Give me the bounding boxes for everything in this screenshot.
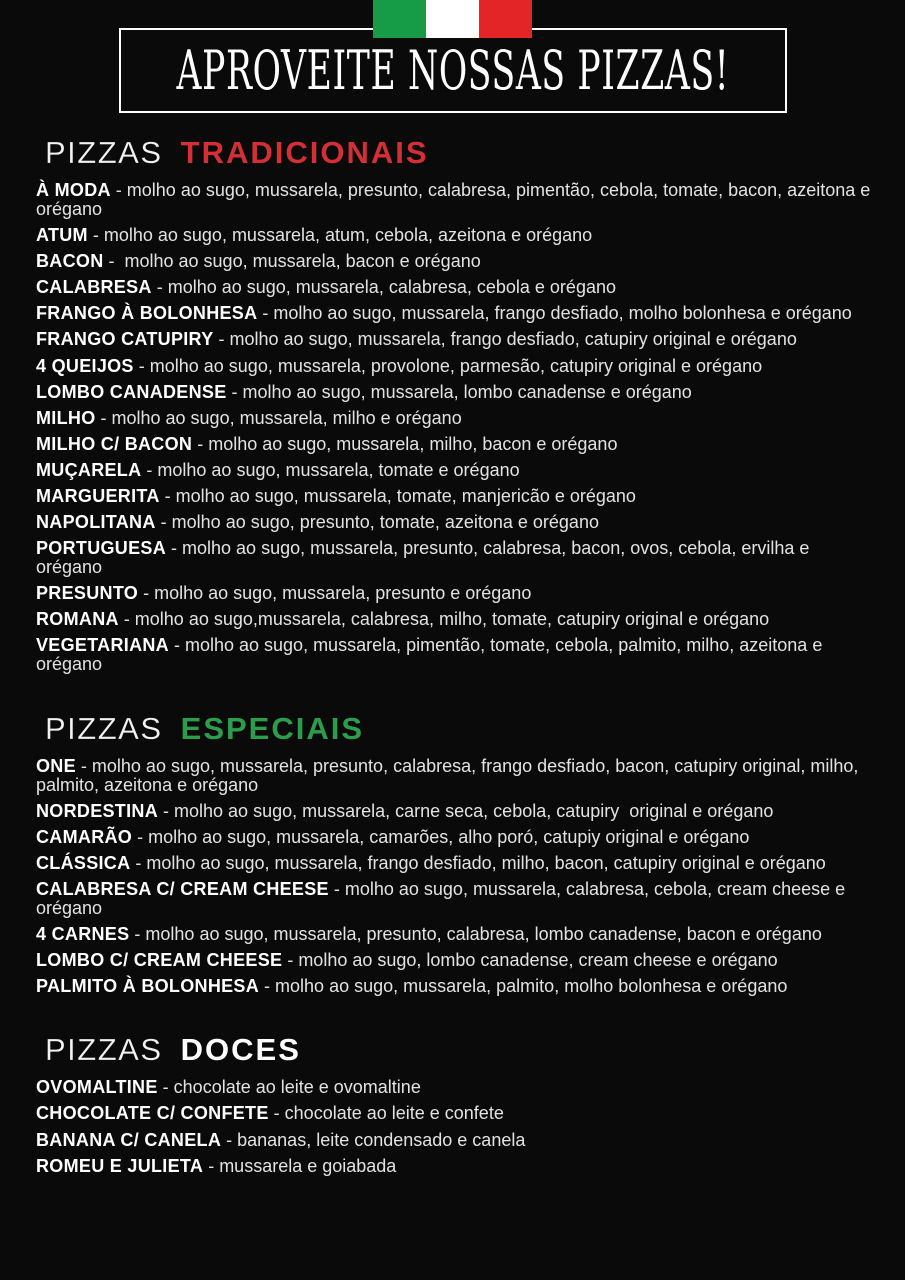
item-separator: - <box>110 180 127 200</box>
item-list-doces <box>36 1078 872 1175</box>
menu-item-palmito-a-bolonhesa <box>36 977 872 996</box>
item-name: MILHO <box>36 407 96 428</box>
item-name: PORTUGUESA <box>36 538 167 559</box>
item-separator: - <box>328 878 345 899</box>
item-list-tradicionais <box>36 180 876 675</box>
menu-item-a-moda <box>36 180 876 220</box>
page-title: APROVEITE NOSSAS PIZZAS! <box>176 39 729 102</box>
item-name: CALABRESA <box>36 277 152 298</box>
item-separator: - <box>130 852 147 873</box>
item-description: molho ao sugo, mussarela, presunto, calabresa, bacon, ovos, cebola, ervilha e orégano <box>36 538 815 578</box>
section-tradicionais <box>36 135 876 675</box>
item-name: FRANGO À BOLONHESA <box>36 303 258 324</box>
item-name: FRANGO CATUPIRY <box>36 329 214 350</box>
item-description: molho ao sugo, mussarela, lombo canadense e orégano <box>242 381 692 402</box>
item-description: molho ao sugo, mussarela, carne seca, cebola, catupiry original e orégano <box>174 800 774 821</box>
section-title-tradicionais <box>45 135 872 171</box>
item-name: LOMBO CANADENSE <box>36 381 227 402</box>
item-separator: - <box>132 826 149 847</box>
menu-item-romeu-e-julieta <box>36 1157 872 1176</box>
item-description: molho ao sugo, mussarela, palmito, molho bolonhesa e orégano <box>275 976 788 997</box>
menu-item-lombo-c-cream-cheese <box>36 951 872 970</box>
item-name: ROMANA <box>36 609 119 630</box>
item-description: molho ao sugo, mussarela, frango desfiado, catupiry original e orégano <box>229 329 797 350</box>
item-separator: - <box>118 609 135 630</box>
section-title-doces <box>45 1032 872 1068</box>
menu-item-one <box>36 757 872 795</box>
item-description: chocolate ao leite e ovomaltine <box>173 1077 421 1098</box>
item-name: OVOMALTINE <box>36 1077 158 1098</box>
item-description: molho ao sugo,mussarela, calabresa, milho, tomate, catupiry original e orégano <box>134 609 770 630</box>
item-separator: - <box>226 381 243 402</box>
flag-stripe-green <box>373 0 426 38</box>
menu-item-lombo-canadense <box>36 383 872 402</box>
flag-stripe-white <box>426 0 479 38</box>
item-description: bananas, leite condensado e canela <box>237 1129 526 1150</box>
item-separator: - <box>221 1129 238 1150</box>
item-name: 4 CARNES <box>36 924 130 945</box>
item-name: CHOCOLATE C/ CONFETE <box>36 1103 269 1124</box>
menu-item-romana <box>36 610 872 629</box>
item-description: molho ao sugo, mussarela, presunto, calabresa, lombo canadense, bacon e orégano <box>145 924 822 945</box>
menu-item-milho <box>36 409 872 428</box>
item-separator: - <box>141 459 158 480</box>
menu-item-atum <box>36 226 872 245</box>
menu-item-calabresa-c-cream-cheese <box>36 880 872 918</box>
item-separator: - <box>166 538 183 559</box>
item-separator: - <box>259 976 276 997</box>
menu-item-vegetariana <box>36 636 872 674</box>
item-separator: - <box>168 635 185 656</box>
item-separator: - <box>159 485 176 506</box>
item-description: molho ao sugo, mussarela, milho, bacon e orégano <box>208 433 618 454</box>
item-name: NAPOLITANA <box>36 512 156 533</box>
item-description: molho ao sugo, mussarela, presunto, calabresa, pimentão, cebola, tomate, bacon, azeitona e orégano <box>36 180 876 220</box>
item-description: molho ao sugo, mussarela, pimentão, tomate, cebola, palmito, milho, azeitona e orégano <box>36 635 828 675</box>
item-name: CAMARÃO <box>36 826 133 847</box>
item-separator: - <box>95 407 112 428</box>
item-name: À MODA <box>36 180 111 200</box>
item-description: molho ao sugo, mussarela, frango desfiado, molho bolonhesa e orégano <box>273 303 852 324</box>
flag-stripe-red <box>479 0 532 38</box>
menu-item-milho-c-bacon <box>36 435 872 454</box>
item-description: molho ao sugo, mussarela, atum, cebola, azeitona e orégano <box>103 225 593 246</box>
menu-item-4-queijos <box>36 357 872 376</box>
menu-item-banana-c-canela <box>36 1131 872 1150</box>
section-title-accent: DOCES <box>180 1032 301 1068</box>
item-separator: - <box>138 583 155 604</box>
section-title-accent: TRADICIONAIS <box>180 135 429 170</box>
item-name: PALMITO À BOLONHESA <box>36 976 260 997</box>
item-separator: - <box>268 1103 285 1124</box>
item-name: 4 QUEIJOS <box>36 355 134 376</box>
item-description: molho ao sugo, mussarela, calabresa, cebola e orégano <box>167 277 616 298</box>
item-description: molho ao sugo, mussarela, presunto e orégano <box>154 583 532 604</box>
item-separator: - <box>257 303 274 324</box>
menu-item-chocolate-c-confete <box>36 1104 872 1123</box>
title-box <box>119 28 787 113</box>
item-name: CLÁSSICA <box>36 852 131 873</box>
item-separator: - <box>87 225 104 246</box>
item-name: BANANA C/ CANELA <box>36 1129 222 1150</box>
item-separator: - <box>133 355 150 376</box>
menu-item-classica <box>36 854 872 873</box>
item-name: NORDESTINA <box>36 800 159 821</box>
item-separator: - <box>203 1155 220 1176</box>
item-name: LOMBO C/ CREAM CHEESE <box>36 950 283 971</box>
menu-item-marguerita <box>36 487 872 506</box>
item-separator: - <box>213 329 230 350</box>
item-separator: - <box>129 924 146 945</box>
menu-item-calabresa <box>36 278 872 297</box>
item-name: BACON <box>36 251 104 272</box>
item-description: molho ao sugo, mussarela, frango desfiado, milho, bacon, catupiry original e orégano <box>146 852 826 873</box>
menu-item-portuguesa <box>36 539 872 577</box>
item-separator: - <box>192 433 209 454</box>
section-doces <box>36 1032 872 1175</box>
item-name: CALABRESA C/ CREAM CHEESE <box>36 878 329 899</box>
item-list-especiais <box>36 757 872 997</box>
menu-body <box>0 135 905 1176</box>
item-description: molho ao sugo, mussarela, bacon e orégano <box>124 251 481 272</box>
item-separator: - <box>103 251 125 272</box>
item-description: molho ao sugo, mussarela, milho e orégano <box>111 407 462 428</box>
item-separator: - <box>151 277 168 298</box>
item-separator: - <box>282 950 299 971</box>
menu-item-ovomaltine <box>36 1078 872 1097</box>
item-separator: - <box>157 1077 174 1098</box>
item-description: mussarela e goiabada <box>219 1155 397 1176</box>
section-title-especiais <box>45 711 872 747</box>
section-title-prefix: PIZZAS <box>45 710 163 746</box>
item-name: PRESUNTO <box>36 583 139 604</box>
item-name: VEGETARIANA <box>36 635 169 656</box>
menu-item-nordestina <box>36 802 872 821</box>
item-description: molho ao sugo, mussarela, presunto, calabresa, frango desfiado, bacon, catupiry original, milho, palmito, azeitona e orégano <box>36 755 864 795</box>
item-name: MILHO C/ BACON <box>36 433 193 454</box>
item-description: molho ao sugo, mussarela, calabresa, cebola, cream cheese e orégano <box>36 878 851 919</box>
item-description: chocolate ao leite e confete <box>284 1103 504 1124</box>
item-description: molho ao sugo, lombo canadense, cream cheese e orégano <box>298 950 778 971</box>
item-separator: - <box>155 512 172 533</box>
section-title-accent: ESPECIAIS <box>180 710 365 746</box>
menu-item-frango-catupiry <box>36 330 872 349</box>
menu-item-mucarela <box>36 461 872 480</box>
item-name: ONE <box>36 755 76 776</box>
item-separator: - <box>75 755 92 776</box>
item-description: molho ao sugo, mussarela, tomate e orégano <box>157 459 520 480</box>
menu-header <box>0 0 905 113</box>
item-name: ROMEU E JULIETA <box>36 1155 204 1176</box>
item-description: molho ao sugo, mussarela, camarões, alho poró, catupiy original e orégano <box>148 826 750 847</box>
menu-item-presunto <box>36 584 872 603</box>
item-description: molho ao sugo, mussarela, tomate, manjericão e orégano <box>175 485 636 506</box>
item-description: molho ao sugo, presunto, tomate, azeitona e orégano <box>171 512 599 533</box>
section-title-prefix: PIZZAS <box>45 1032 163 1068</box>
menu-item-bacon <box>36 252 872 271</box>
item-name: MUÇARELA <box>36 459 142 480</box>
item-description: molho ao sugo, mussarela, provolone, parmesão, catupiry original e orégano <box>149 355 763 376</box>
menu-item-napolitana <box>36 513 872 532</box>
section-especiais <box>36 711 872 997</box>
item-name: MARGUERITA <box>36 485 160 506</box>
item-name: ATUM <box>36 225 88 246</box>
section-title-prefix: PIZZAS <box>45 135 163 170</box>
italian-flag-icon <box>373 0 533 38</box>
menu-item-4-carnes <box>36 925 872 944</box>
item-separator: - <box>158 800 175 821</box>
menu-item-frango-a-bolonhesa <box>36 304 872 323</box>
menu-item-camarao <box>36 828 872 847</box>
